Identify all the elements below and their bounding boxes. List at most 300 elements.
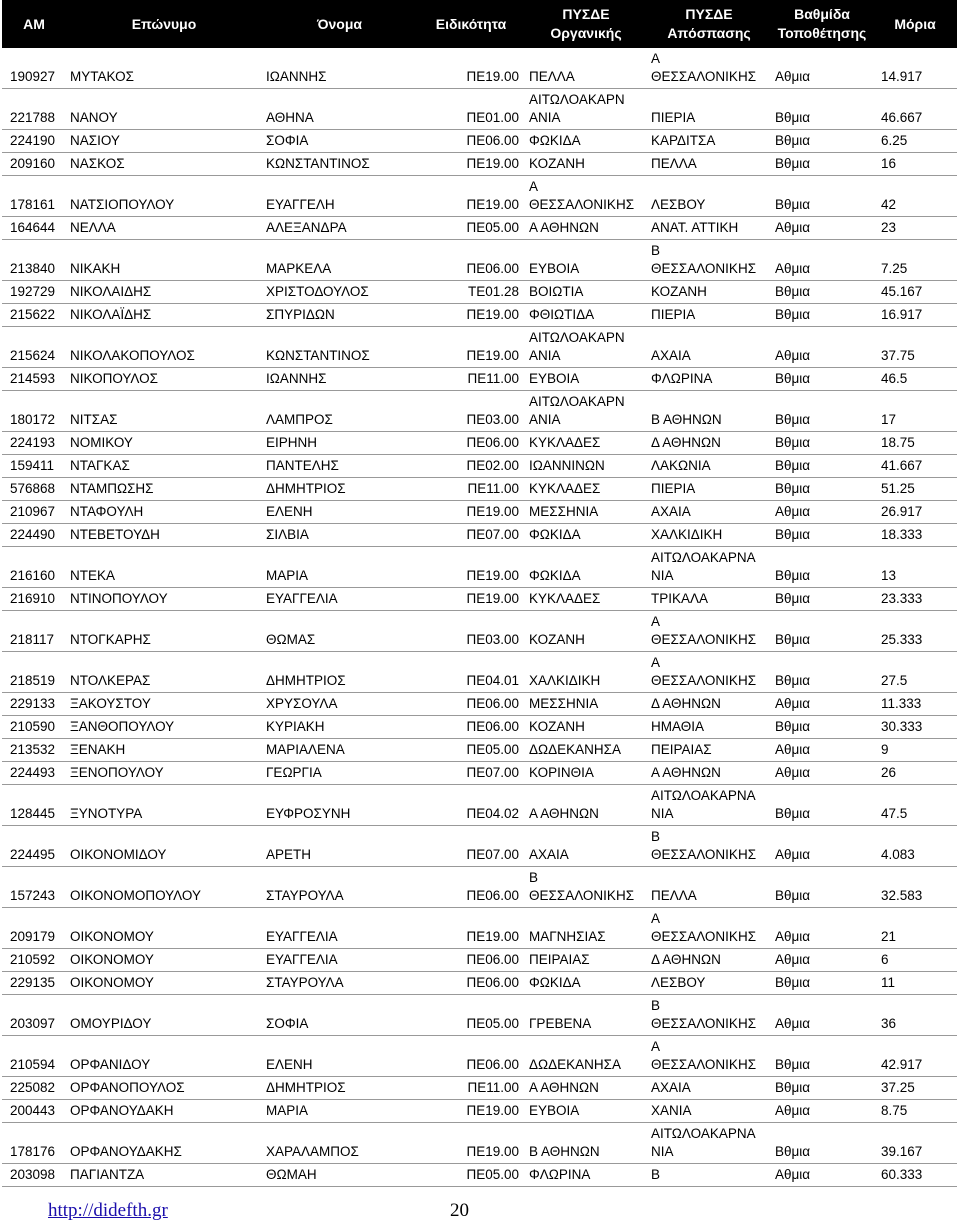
cell-name: ΧΡΙΣΤΟΔΟΥΛΟΣ <box>262 281 417 304</box>
cell-surname: ΝΤΕΚΑ <box>66 547 262 588</box>
cell-pysde-secondment: ΧΑΝΙΑ <box>647 1100 771 1123</box>
table-row <box>2 391 957 432</box>
cell-specialty: ΠΕ06.00 <box>417 432 525 455</box>
cell-level: Βθμια <box>771 716 873 739</box>
table-row <box>2 432 957 455</box>
cell-specialty: ΠΕ19.00 <box>417 547 525 588</box>
table-row <box>2 455 957 478</box>
cell-name: ΕΥΑΓΓΕΛΙΑ <box>262 908 417 949</box>
header-pysde-organic: ΠΥΣΔΕ Οργανικής <box>525 0 647 48</box>
cell-level: Αθμια <box>771 48 873 89</box>
cell-pysde-secondment: ΠΙΕΡΙΑ <box>647 304 771 327</box>
header-level: Βαθμίδα Τοποθέτησης <box>771 0 873 48</box>
cell-points: 16 <box>873 153 957 176</box>
cell-pysde-secondment: Α ΘΕΣΣΑΛΟΝΙΚΗΣ <box>647 652 771 693</box>
cell-level: Βθμια <box>771 1123 873 1164</box>
cell-surname: ΝΙΚΟΛΑΙΔΗΣ <box>66 281 262 304</box>
cell-specialty: ΠΕ04.01 <box>417 652 525 693</box>
cell-am: 203097 <box>2 995 66 1036</box>
cell-am: 209179 <box>2 908 66 949</box>
cell-surname: ΟΡΦΑΝΟΠΟΥΛΟΣ <box>66 1077 262 1100</box>
cell-pysde-organic: ΑΧΑΙΑ <box>525 826 647 867</box>
cell-level: Αθμια <box>771 693 873 716</box>
page-number: 20 <box>450 1200 469 1221</box>
table-row <box>2 949 957 972</box>
cell-pysde-organic: ΑΙΤΩΛΟΑΚΑΡΝ ΑΝΙΑ <box>525 327 647 368</box>
cell-am: 213840 <box>2 240 66 281</box>
cell-specialty: ΠΕ06.00 <box>417 972 525 995</box>
cell-am: 218117 <box>2 611 66 652</box>
cell-pysde-secondment: Β ΘΕΣΣΑΛΟΝΙΚΗΣ <box>647 240 771 281</box>
cell-specialty: ΠΕ19.00 <box>417 1100 525 1123</box>
cell-surname: ΜΥΤΑΚΟΣ <box>66 48 262 89</box>
cell-am: 224190 <box>2 130 66 153</box>
cell-level: Βθμια <box>771 130 873 153</box>
cell-name: ΣΤΑΥΡΟΥΛΑ <box>262 867 417 908</box>
cell-level: Βθμια <box>771 432 873 455</box>
cell-name: ΕΥΑΓΓΕΛΙΑ <box>262 588 417 611</box>
cell-am: 190927 <box>2 48 66 89</box>
table-row <box>2 611 957 652</box>
cell-name: ΕΙΡΗΝΗ <box>262 432 417 455</box>
cell-name: ΑΛΕΞΑΝΔΡΑ <box>262 217 417 240</box>
table-row <box>2 304 957 327</box>
cell-name: ΣΟΦΙΑ <box>262 130 417 153</box>
cell-pysde-secondment: Α ΘΕΣΣΑΛΟΝΙΚΗΣ <box>647 908 771 949</box>
cell-specialty: ΠΕ06.00 <box>417 240 525 281</box>
cell-points: 23.333 <box>873 588 957 611</box>
cell-name: ΧΑΡΑΛΑΜΠΟΣ <box>262 1123 417 1164</box>
table-row <box>2 281 957 304</box>
table-row <box>2 908 957 949</box>
footer-link[interactable]: http://didefth.gr <box>48 1200 168 1221</box>
table-row <box>2 524 957 547</box>
cell-pysde-organic: ΠΕΛΛΑ <box>525 48 647 89</box>
table-row <box>2 547 957 588</box>
cell-am: 203098 <box>2 1164 66 1187</box>
cell-points: 25.333 <box>873 611 957 652</box>
cell-pysde-secondment: Α ΘΕΣΣΑΛΟΝΙΚΗΣ <box>647 1036 771 1077</box>
header-points: Μόρια <box>873 0 957 48</box>
cell-am: 224490 <box>2 524 66 547</box>
cell-surname: ΝΤΟΛΚΕΡΑΣ <box>66 652 262 693</box>
cell-specialty: ΠΕ05.00 <box>417 217 525 240</box>
cell-level: Αθμια <box>771 949 873 972</box>
cell-pysde-secondment: ΑΧΑΙΑ <box>647 327 771 368</box>
cell-am: 225082 <box>2 1077 66 1100</box>
cell-pysde-secondment: ΚΑΡΔΙΤΣΑ <box>647 130 771 153</box>
table-row <box>2 1100 957 1123</box>
cell-specialty: ΠΕ07.00 <box>417 826 525 867</box>
cell-level: Βθμια <box>771 867 873 908</box>
cell-surname: ΟΡΦΑΝΟΥΔΑΚΗ <box>66 1100 262 1123</box>
cell-surname: ΞΑΚΟΥΣΤΟΥ <box>66 693 262 716</box>
cell-am: 164644 <box>2 217 66 240</box>
cell-name: ΜΑΡΙΑ <box>262 547 417 588</box>
cell-name: ΣΠΥΡΙΔΩΝ <box>262 304 417 327</box>
cell-am: 218519 <box>2 652 66 693</box>
cell-pysde-organic: ΠΕΙΡΑΙΑΣ <box>525 949 647 972</box>
cell-level: Βθμια <box>771 304 873 327</box>
cell-points: 21 <box>873 908 957 949</box>
table-header <box>2 0 957 48</box>
cell-level: Βθμια <box>771 391 873 432</box>
cell-surname: ΟΙΚΟΝΟΜΟΥ <box>66 949 262 972</box>
cell-name: ΧΡΥΣΟΥΛΑ <box>262 693 417 716</box>
cell-pysde-organic: ΧΑΛΚΙΔΙΚΗ <box>525 652 647 693</box>
cell-pysde-secondment: ΤΡΙΚΑΛΑ <box>647 588 771 611</box>
cell-specialty: ΠΕ19.00 <box>417 153 525 176</box>
table-row <box>2 130 957 153</box>
cell-pysde-secondment: Α ΘΕΣΣΑΛΟΝΙΚΗΣ <box>647 611 771 652</box>
cell-pysde-organic: Α ΑΘΗΝΩΝ <box>525 785 647 826</box>
table-row <box>2 1123 957 1164</box>
cell-level: Αθμια <box>771 217 873 240</box>
cell-specialty: ΠΕ19.00 <box>417 304 525 327</box>
cell-level: Βθμια <box>771 368 873 391</box>
cell-level: Βθμια <box>771 785 873 826</box>
cell-pysde-organic: Β ΑΘΗΝΩΝ <box>525 1123 647 1164</box>
cell-pysde-organic: ΦΛΩΡΙΝΑ <box>525 1164 647 1187</box>
cell-am: 210594 <box>2 1036 66 1077</box>
cell-level: Αθμια <box>771 327 873 368</box>
cell-level: Αθμια <box>771 762 873 785</box>
cell-name: ΣΟΦΙΑ <box>262 995 417 1036</box>
cell-pysde-organic: Β ΘΕΣΣΑΛΟΝΙΚΗΣ <box>525 867 647 908</box>
cell-level: Αθμια <box>771 826 873 867</box>
cell-pysde-secondment: ΛΕΣΒΟΥ <box>647 176 771 217</box>
cell-surname: ΞΥΝΟΤΥΡΑ <box>66 785 262 826</box>
table-row <box>2 716 957 739</box>
cell-pysde-secondment: ΛΑΚΩΝΙΑ <box>647 455 771 478</box>
cell-level: Βθμια <box>771 524 873 547</box>
cell-surname: ΝΕΛΛΑ <box>66 217 262 240</box>
cell-pysde-secondment: ΑΙΤΩΛΟΑΚΑΡΝΑ ΝΙΑ <box>647 1123 771 1164</box>
cell-specialty: ΠΕ06.00 <box>417 693 525 716</box>
cell-pysde-organic: ΚΥΚΛΑΔΕΣ <box>525 432 647 455</box>
cell-pysde-secondment: Δ ΑΘΗΝΩΝ <box>647 693 771 716</box>
cell-specialty: ΠΕ01.00 <box>417 89 525 130</box>
cell-surname: ΝΤΟΓΚΑΡΗΣ <box>66 611 262 652</box>
cell-am: 215622 <box>2 304 66 327</box>
cell-specialty: ΠΕ19.00 <box>417 908 525 949</box>
cell-name: ΣΤΑΥΡΟΥΛΑ <box>262 972 417 995</box>
cell-level: Βθμια <box>771 455 873 478</box>
cell-name: ΜΑΡΙΑΛΕΝΑ <box>262 739 417 762</box>
cell-level: Αθμια <box>771 501 873 524</box>
table-row <box>2 48 957 89</box>
cell-pysde-secondment: ΠΕΛΛΑ <box>647 867 771 908</box>
cell-level: Βθμια <box>771 611 873 652</box>
cell-points: 32.583 <box>873 867 957 908</box>
table-row <box>2 478 957 501</box>
header-surname: Επώνυμο <box>66 0 262 48</box>
cell-pysde-organic: ΦΘΙΩΤΙΔΑ <box>525 304 647 327</box>
cell-specialty: ΠΕ19.00 <box>417 501 525 524</box>
cell-surname: ΝΤΑΜΠΩΣΗΣ <box>66 478 262 501</box>
cell-am: 216910 <box>2 588 66 611</box>
cell-surname: ΟΡΦΑΝΙΔΟΥ <box>66 1036 262 1077</box>
cell-specialty: ΠΕ07.00 <box>417 524 525 547</box>
table-row <box>2 1164 957 1187</box>
cell-pysde-organic: ΙΩΑΝΝΙΝΩΝ <box>525 455 647 478</box>
cell-pysde-organic: ΚΟΖΑΝΗ <box>525 153 647 176</box>
cell-am: 213532 <box>2 739 66 762</box>
cell-name: ΘΩΜΑΣ <box>262 611 417 652</box>
cell-pysde-organic: ΚΟΖΑΝΗ <box>525 611 647 652</box>
cell-pysde-secondment: Δ ΑΘΗΝΩΝ <box>647 432 771 455</box>
cell-pysde-secondment: Α ΘΕΣΣΑΛΟΝΙΚΗΣ <box>647 48 771 89</box>
cell-am: 180172 <box>2 391 66 432</box>
cell-points: 30.333 <box>873 716 957 739</box>
cell-points: 14.917 <box>873 48 957 89</box>
cell-specialty: ΠΕ07.00 <box>417 762 525 785</box>
cell-am: 224495 <box>2 826 66 867</box>
cell-pysde-organic: ΚΥΚΛΑΔΕΣ <box>525 478 647 501</box>
cell-level: Βθμια <box>771 972 873 995</box>
cell-points: 46.667 <box>873 89 957 130</box>
cell-level: Βθμια <box>771 588 873 611</box>
cell-am: 224493 <box>2 762 66 785</box>
table-row <box>2 693 957 716</box>
cell-pysde-organic: ΦΩΚΙΔΑ <box>525 972 647 995</box>
cell-am: 210967 <box>2 501 66 524</box>
cell-pysde-organic: ΑΙΤΩΛΟΑΚΑΡΝ ΑΝΙΑ <box>525 391 647 432</box>
table-row <box>2 1036 957 1077</box>
table-row <box>2 240 957 281</box>
cell-points: 39.167 <box>873 1123 957 1164</box>
table-row <box>2 867 957 908</box>
cell-name: ΕΛΕΝΗ <box>262 501 417 524</box>
cell-am: 200443 <box>2 1100 66 1123</box>
cell-level: Βθμια <box>771 176 873 217</box>
cell-points: 41.667 <box>873 455 957 478</box>
cell-specialty: ΤΕ01.28 <box>417 281 525 304</box>
cell-points: 37.25 <box>873 1077 957 1100</box>
cell-level: Βθμια <box>771 1036 873 1077</box>
cell-name: ΔΗΜΗΤΡΙΟΣ <box>262 478 417 501</box>
cell-level: Βθμια <box>771 89 873 130</box>
cell-pysde-organic: ΜΑΓΝΗΣΙΑΣ <box>525 908 647 949</box>
cell-pysde-organic: ΑΙΤΩΛΟΑΚΑΡΝ ΑΝΙΑ <box>525 89 647 130</box>
cell-level: Αθμια <box>771 1100 873 1123</box>
cell-name: ΔΗΜΗΤΡΙΟΣ <box>262 1077 417 1100</box>
cell-am: 576868 <box>2 478 66 501</box>
header-pysde-secondment: ΠΥΣΔΕ Απόσπασης <box>647 0 771 48</box>
cell-specialty: ΠΕ19.00 <box>417 327 525 368</box>
cell-surname: ΝΟΜΙΚΟΥ <box>66 432 262 455</box>
cell-name: ΑΡΕΤΗ <box>262 826 417 867</box>
cell-specialty: ΠΕ11.00 <box>417 368 525 391</box>
cell-name: ΜΑΡΙΑ <box>262 1100 417 1123</box>
cell-specialty: ΠΕ03.00 <box>417 391 525 432</box>
table-body <box>2 48 957 1187</box>
cell-name: ΕΛΕΝΗ <box>262 1036 417 1077</box>
cell-surname: ΠΑΓΙΑΝΤΖΑ <box>66 1164 262 1187</box>
cell-specialty: ΠΕ04.02 <box>417 785 525 826</box>
table-row <box>2 1077 957 1100</box>
cell-points: 23 <box>873 217 957 240</box>
cell-points: 60.333 <box>873 1164 957 1187</box>
cell-pysde-secondment: Β <box>647 1164 771 1187</box>
table-row <box>2 368 957 391</box>
cell-points: 6.25 <box>873 130 957 153</box>
table-row <box>2 785 957 826</box>
cell-specialty: ΠΕ06.00 <box>417 949 525 972</box>
cell-points: 18.75 <box>873 432 957 455</box>
cell-surname: ΟΙΚΟΝΟΜΙΔΟΥ <box>66 826 262 867</box>
table-row <box>2 176 957 217</box>
cell-am: 209160 <box>2 153 66 176</box>
cell-pysde-organic: ΕΥΒΟΙΑ <box>525 1100 647 1123</box>
table-row <box>2 89 957 130</box>
cell-name: ΚΩΝΣΤΑΝΤΙΝΟΣ <box>262 327 417 368</box>
cell-points: 13 <box>873 547 957 588</box>
cell-surname: ΟΙΚΟΝΟΜΟΥ <box>66 972 262 995</box>
cell-level: Βθμια <box>771 153 873 176</box>
cell-name: ΕΥΦΡΟΣΥΝΗ <box>262 785 417 826</box>
cell-name: ΜΑΡΚΕΛΑ <box>262 240 417 281</box>
table-row <box>2 972 957 995</box>
cell-pysde-secondment: ΧΑΛΚΙΔΙΚΗ <box>647 524 771 547</box>
cell-points: 17 <box>873 391 957 432</box>
cell-points: 47.5 <box>873 785 957 826</box>
cell-name: ΔΗΜΗΤΡΙΟΣ <box>262 652 417 693</box>
cell-specialty: ΠΕ19.00 <box>417 1123 525 1164</box>
cell-specialty: ΠΕ19.00 <box>417 48 525 89</box>
cell-specialty: ΠΕ06.00 <box>417 130 525 153</box>
cell-specialty: ΠΕ05.00 <box>417 1164 525 1187</box>
cell-surname: ΝΤΑΓΚΑΣ <box>66 455 262 478</box>
cell-surname: ΝΤΕΒΕΤΟΥΔΗ <box>66 524 262 547</box>
cell-pysde-organic: ΜΕΣΣΗΝΙΑ <box>525 693 647 716</box>
cell-level: Αθμια <box>771 739 873 762</box>
placements-table <box>2 0 957 1187</box>
cell-am: 210590 <box>2 716 66 739</box>
cell-surname: ΟΡΦΑΝΟΥΔΑΚΗΣ <box>66 1123 262 1164</box>
table-row <box>2 588 957 611</box>
cell-pysde-organic: ΔΩΔΕΚΑΝΗΣΑ <box>525 1036 647 1077</box>
cell-pysde-secondment: ΠΕΛΛΑ <box>647 153 771 176</box>
cell-specialty: ΠΕ05.00 <box>417 739 525 762</box>
cell-level: Βθμια <box>771 547 873 588</box>
cell-level: Βθμια <box>771 478 873 501</box>
cell-points: 8.75 <box>873 1100 957 1123</box>
cell-am: 229133 <box>2 693 66 716</box>
cell-specialty: ΠΕ19.00 <box>417 588 525 611</box>
cell-specialty: ΠΕ11.00 <box>417 478 525 501</box>
cell-am: 157243 <box>2 867 66 908</box>
cell-level: Βθμια <box>771 281 873 304</box>
cell-pysde-secondment: ΑΙΤΩΛΟΑΚΑΡΝΑ ΝΙΑ <box>647 547 771 588</box>
cell-points: 36 <box>873 995 957 1036</box>
table-row <box>2 217 957 240</box>
cell-pysde-secondment: Δ ΑΘΗΝΩΝ <box>647 949 771 972</box>
cell-surname: ΝΙΚΑΚΗ <box>66 240 262 281</box>
cell-name: ΚΩΝΣΤΑΝΤΙΝΟΣ <box>262 153 417 176</box>
cell-specialty: ΠΕ02.00 <box>417 455 525 478</box>
cell-pysde-secondment: ΛΕΣΒΟΥ <box>647 972 771 995</box>
header-specialty: Ειδικότητα <box>417 0 525 48</box>
cell-name: ΙΩΑΝΝΗΣ <box>262 48 417 89</box>
cell-pysde-secondment: ΠΕΙΡΑΙΑΣ <box>647 739 771 762</box>
cell-name: ΠΑΝΤΕΛΗΣ <box>262 455 417 478</box>
cell-name: ΓΕΩΡΓΙΑ <box>262 762 417 785</box>
cell-pysde-secondment: ΠΙΕΡΙΑ <box>647 478 771 501</box>
header-name: Όνομα <box>262 0 417 48</box>
cell-pysde-secondment: Β ΑΘΗΝΩΝ <box>647 391 771 432</box>
cell-name: ΙΩΑΝΝΗΣ <box>262 368 417 391</box>
cell-specialty: ΠΕ19.00 <box>417 176 525 217</box>
cell-pysde-secondment: ΑΝΑΤ. ΑΤΤΙΚΗ <box>647 217 771 240</box>
cell-pysde-secondment: ΠΙΕΡΙΑ <box>647 89 771 130</box>
cell-surname: ΝΑΣΚΟΣ <box>66 153 262 176</box>
cell-pysde-secondment: Β ΘΕΣΣΑΛΟΝΙΚΗΣ <box>647 995 771 1036</box>
cell-points: 45.167 <box>873 281 957 304</box>
cell-specialty: ΠΕ05.00 <box>417 995 525 1036</box>
cell-name: ΘΩΜΑΗ <box>262 1164 417 1187</box>
table-row <box>2 652 957 693</box>
cell-points: 4.083 <box>873 826 957 867</box>
cell-surname: ΟΙΚΟΝΟΜΟΥ <box>66 908 262 949</box>
cell-specialty: ΠΕ06.00 <box>417 716 525 739</box>
cell-points: 37.75 <box>873 327 957 368</box>
cell-specialty: ΠΕ03.00 <box>417 611 525 652</box>
cell-surname: ΝΙΚΟΛΑΚΟΠΟΥΛΟΣ <box>66 327 262 368</box>
cell-points: 42 <box>873 176 957 217</box>
cell-pysde-organic: ΦΩΚΙΔΑ <box>525 547 647 588</box>
cell-points: 9 <box>873 739 957 762</box>
cell-surname: ΞΑΝΘΟΠΟΥΛΟΥ <box>66 716 262 739</box>
cell-points: 27.5 <box>873 652 957 693</box>
cell-pysde-secondment: ΑΙΤΩΛΟΑΚΑΡΝΑ ΝΙΑ <box>647 785 771 826</box>
cell-pysde-organic: ΚΥΚΛΑΔΕΣ <box>525 588 647 611</box>
cell-pysde-organic: Α ΑΘΗΝΩΝ <box>525 1077 647 1100</box>
cell-points: 42.917 <box>873 1036 957 1077</box>
cell-pysde-organic: ΕΥΒΟΙΑ <box>525 368 647 391</box>
table-row <box>2 762 957 785</box>
cell-am: 159411 <box>2 455 66 478</box>
cell-surname: ΝΙΤΣΑΣ <box>66 391 262 432</box>
cell-level: Βθμια <box>771 1077 873 1100</box>
table-row <box>2 739 957 762</box>
cell-am: 214593 <box>2 368 66 391</box>
cell-name: ΕΥΑΓΓΕΛΗ <box>262 176 417 217</box>
cell-level: Αθμια <box>771 995 873 1036</box>
cell-pysde-organic: Α ΘΕΣΣΑΛΟΝΙΚΗΣ <box>525 176 647 217</box>
cell-am: 215624 <box>2 327 66 368</box>
cell-name: ΑΘΗΝΑ <box>262 89 417 130</box>
cell-am: 178176 <box>2 1123 66 1164</box>
cell-name: ΣΙΛΒΙΑ <box>262 524 417 547</box>
table-row <box>2 826 957 867</box>
cell-pysde-organic: Α ΑΘΗΝΩΝ <box>525 217 647 240</box>
cell-specialty: ΠΕ11.00 <box>417 1077 525 1100</box>
cell-level: Αθμια <box>771 1164 873 1187</box>
cell-surname: ΝΑΣΙΟΥ <box>66 130 262 153</box>
cell-surname: ΝΙΚΟΠΟΥΛΟΣ <box>66 368 262 391</box>
cell-surname: ΝΤΑΦΟΥΛΗ <box>66 501 262 524</box>
cell-name: ΛΑΜΠΡΟΣ <box>262 391 417 432</box>
cell-pysde-secondment: ΗΜΑΘΙΑ <box>647 716 771 739</box>
cell-pysde-secondment: ΑΧΑΙΑ <box>647 1077 771 1100</box>
cell-am: 210592 <box>2 949 66 972</box>
cell-surname: ΝΑΤΣΙΟΠΟΥΛΟΥ <box>66 176 262 217</box>
cell-pysde-organic: ΕΥΒΟΙΑ <box>525 240 647 281</box>
cell-specialty: ΠΕ06.00 <box>417 867 525 908</box>
cell-points: 16.917 <box>873 304 957 327</box>
cell-surname: ΞΕΝΑΚΗ <box>66 739 262 762</box>
